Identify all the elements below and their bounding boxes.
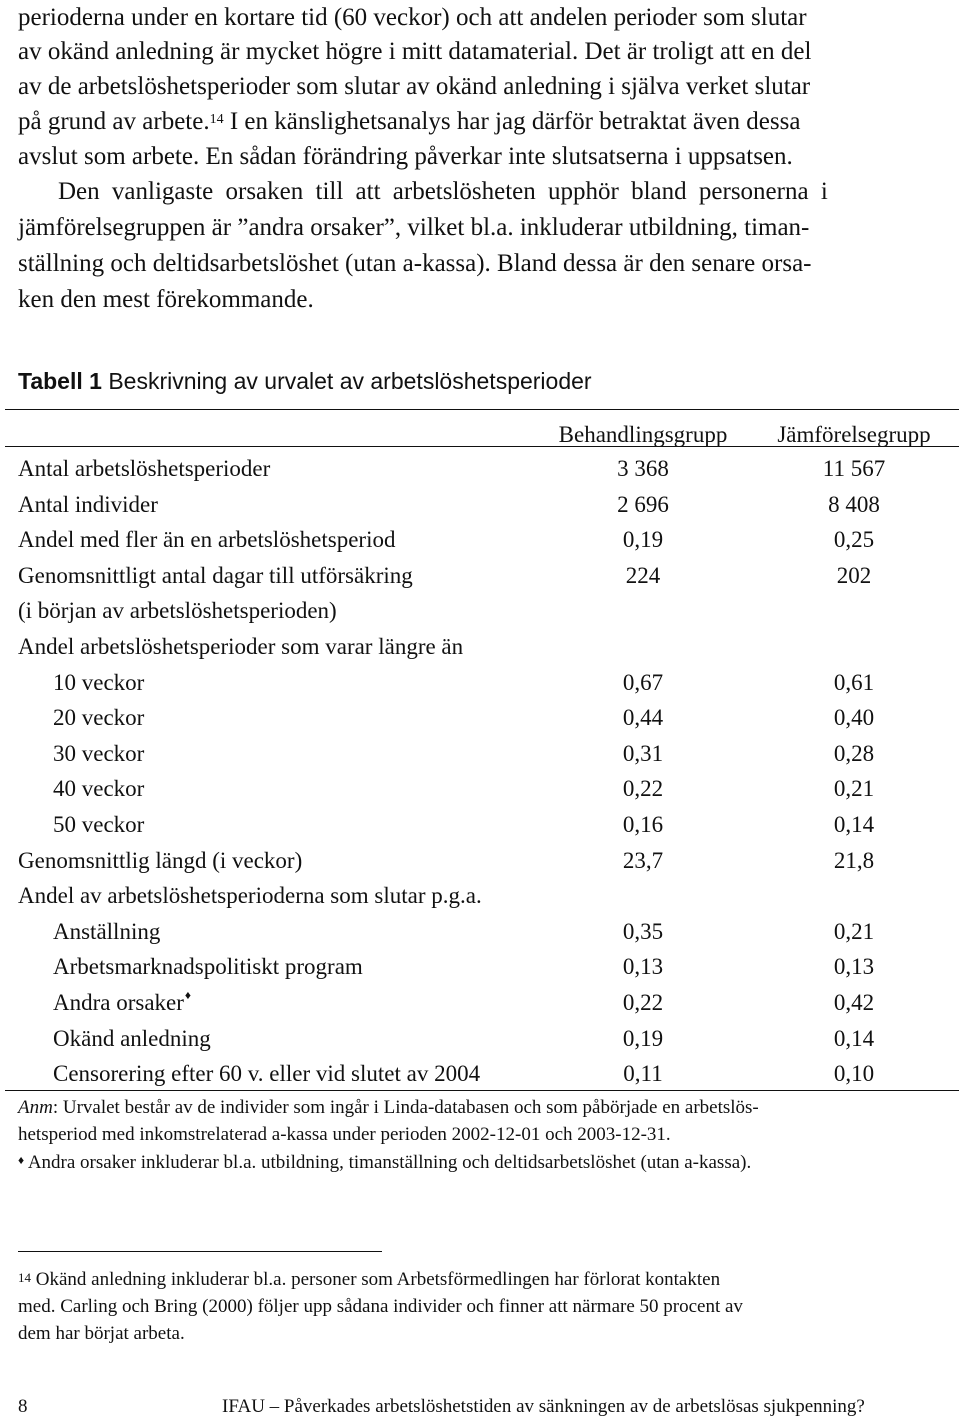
cell-comparison: 0,14 <box>833 812 875 837</box>
cell-comparison: 8 408 <box>828 492 880 517</box>
table-note-text: Andra orsaker inkluderar bl.a. utbildning, timanställning och deltidsarbetslöshet (utan a-kassa). <box>24 1152 752 1173</box>
footnote-line-1 <box>18 1266 720 1294</box>
footnote-text: Okänd anledning inkluderar bl.a. personer som Arbetsförmedlingen har förlorat kontakten <box>31 1269 721 1290</box>
footnote-line-2: med. Carling och Bring (2000) följer upp sådana individer och finner att närmare 50 procent av <box>18 1296 743 1317</box>
cell-comparison: 0,21 <box>833 776 875 801</box>
paragraph-text: på grund av arbete. <box>18 108 210 135</box>
cell-comparison: 0,14 <box>833 1026 875 1051</box>
cell-treatment: 0,22 <box>622 990 664 1015</box>
footnote-rule <box>18 1251 382 1252</box>
cell-treatment: 23,7 <box>622 848 664 873</box>
table-note-line-1 <box>18 1094 759 1122</box>
row-label: Andel arbetslöshetsperioder som varar längre än <box>18 634 464 659</box>
row-label: 40 veckor <box>53 776 145 801</box>
row-label: Andel av arbetslöshetsperioderna som slutar p.g.a. <box>18 883 482 908</box>
table-note-line-2: hetsperiod med inkomstrelaterad a-kassa under perioden 2002-12-01 och 2003-12-31. <box>18 1124 671 1145</box>
cell-comparison: 11 567 <box>822 456 886 481</box>
table-top-rule <box>5 409 959 410</box>
cell-treatment: 0,35 <box>622 919 664 944</box>
paragraph-line-4 <box>18 104 800 140</box>
paragraph2-line-1: Den vanligaste orsaken till att arbetslösheten upphör bland personerna i <box>58 178 828 205</box>
cell-treatment: 0,19 <box>622 1026 664 1051</box>
paragraph-line-5: avslut som arbete. En sådan förändring påverkar inte slutsatserna i uppsatsen. <box>18 143 793 170</box>
cell-treatment: 0,44 <box>622 705 664 730</box>
cell-treatment: 0,13 <box>622 954 664 979</box>
table-header-rule <box>5 446 959 447</box>
table-caption-text: Beskrivning av urvalet av arbetslöshetsperioder <box>101 368 592 394</box>
row-label: (i början av arbetslöshetsperioden) <box>18 598 337 623</box>
cell-treatment: 0,31 <box>622 741 664 766</box>
cell-comparison: 0,10 <box>833 1061 875 1086</box>
cell-comparison: 0,42 <box>833 990 875 1015</box>
paragraph-line-3: av de arbetslöshetsperioder som slutar av okänd anledning i själva verket slutar <box>18 73 811 100</box>
row-label: Anställning <box>53 919 161 944</box>
row-label: Genomsnittlig längd (i veckor) <box>18 848 303 873</box>
running-title: IFAU – Påverkades arbetslöshetstiden av sänkningen av de arbetslösas sjukpenning? <box>222 1396 865 1417</box>
footnote-line-3: dem har börjat arbeta. <box>18 1323 185 1344</box>
row-label: 50 veckor <box>53 812 145 837</box>
paragraph-line-2: av okänd anledning är mycket högre i mitt datamaterial. Det är troligt att en del <box>18 38 812 65</box>
row-label: Andel med fler än en arbetslöshetsperiod <box>18 527 396 552</box>
cell-comparison: 21,8 <box>833 848 875 873</box>
row-label: 10 veckor <box>53 670 145 695</box>
diamond-icon: ♦ <box>18 1153 25 1167</box>
paragraph-text: I en känslighetsanalys har jag därför betraktat även dessa <box>223 108 801 135</box>
row-label: Antal arbetslöshetsperioder <box>18 456 271 481</box>
page-number: 8 <box>18 1396 28 1417</box>
cell-treatment: 224 <box>625 563 661 588</box>
paragraph2-line-2: jämförelsegruppen är ”andra orsaker”, vilket bl.a. inkluderar utbildning, timan- <box>18 214 810 241</box>
row-label: Okänd anledning <box>53 1026 211 1051</box>
row-label: Genomsnittligt antal dagar till utförsäkring <box>18 563 413 588</box>
footnote-number: 14 <box>18 1270 31 1285</box>
col-header-comparison: Jämförelsegrupp <box>777 422 931 447</box>
cell-comparison: 202 <box>836 563 872 588</box>
paragraph2-line-3: ställning och deltidsarbetslöshet (utan a-kassa). Bland dessa är den senare orsa- <box>18 250 812 277</box>
cell-comparison: 0,25 <box>833 527 875 552</box>
row-label: 20 veckor <box>53 705 145 730</box>
paragraph-line-1: perioderna under en kortare tid (60 veckor) och att andelen perioder som slutar <box>18 4 807 31</box>
diamond-icon: ♦ <box>184 988 192 1002</box>
cell-treatment: 3 368 <box>617 456 669 481</box>
row-label: Censorering efter 60 v. eller vid slutet av 2004 <box>53 1061 481 1086</box>
table-caption <box>18 368 592 395</box>
col-header-treatment: Behandlingsgrupp <box>558 422 728 447</box>
table-bottom-rule <box>5 1090 959 1091</box>
cell-treatment: 0,11 <box>623 1061 663 1086</box>
paragraph2-line-4: ken den mest förekommande. <box>18 286 314 313</box>
cell-treatment: 0,67 <box>622 670 664 695</box>
cell-comparison: 0,61 <box>833 670 875 695</box>
row-label: Arbetsmarknadspolitiskt program <box>53 954 363 979</box>
row-label: Andra orsaker <box>53 990 184 1015</box>
cell-treatment: 0,19 <box>622 527 664 552</box>
cell-comparison: 0,28 <box>833 741 875 766</box>
table-note-text: : Urvalet består av de individer som ingår i Linda-databasen och som påbörjade en arbetslös- <box>52 1097 759 1118</box>
cell-treatment: 2 696 <box>617 492 669 517</box>
table-caption-label: Tabell 1 <box>18 368 102 394</box>
row-label: Antal individer <box>18 492 158 517</box>
cell-treatment: 0,16 <box>622 812 664 837</box>
cell-treatment: 0,22 <box>622 776 664 801</box>
cell-comparison: 0,40 <box>833 705 875 730</box>
cell-comparison: 0,21 <box>833 919 875 944</box>
row-label: 30 veckor <box>53 741 145 766</box>
cell-comparison: 0,13 <box>833 954 875 979</box>
table-note-anm: Anm <box>18 1097 53 1118</box>
footnote-ref[interactable]: 14 <box>209 112 224 127</box>
table-note-line-3 <box>18 1149 751 1177</box>
